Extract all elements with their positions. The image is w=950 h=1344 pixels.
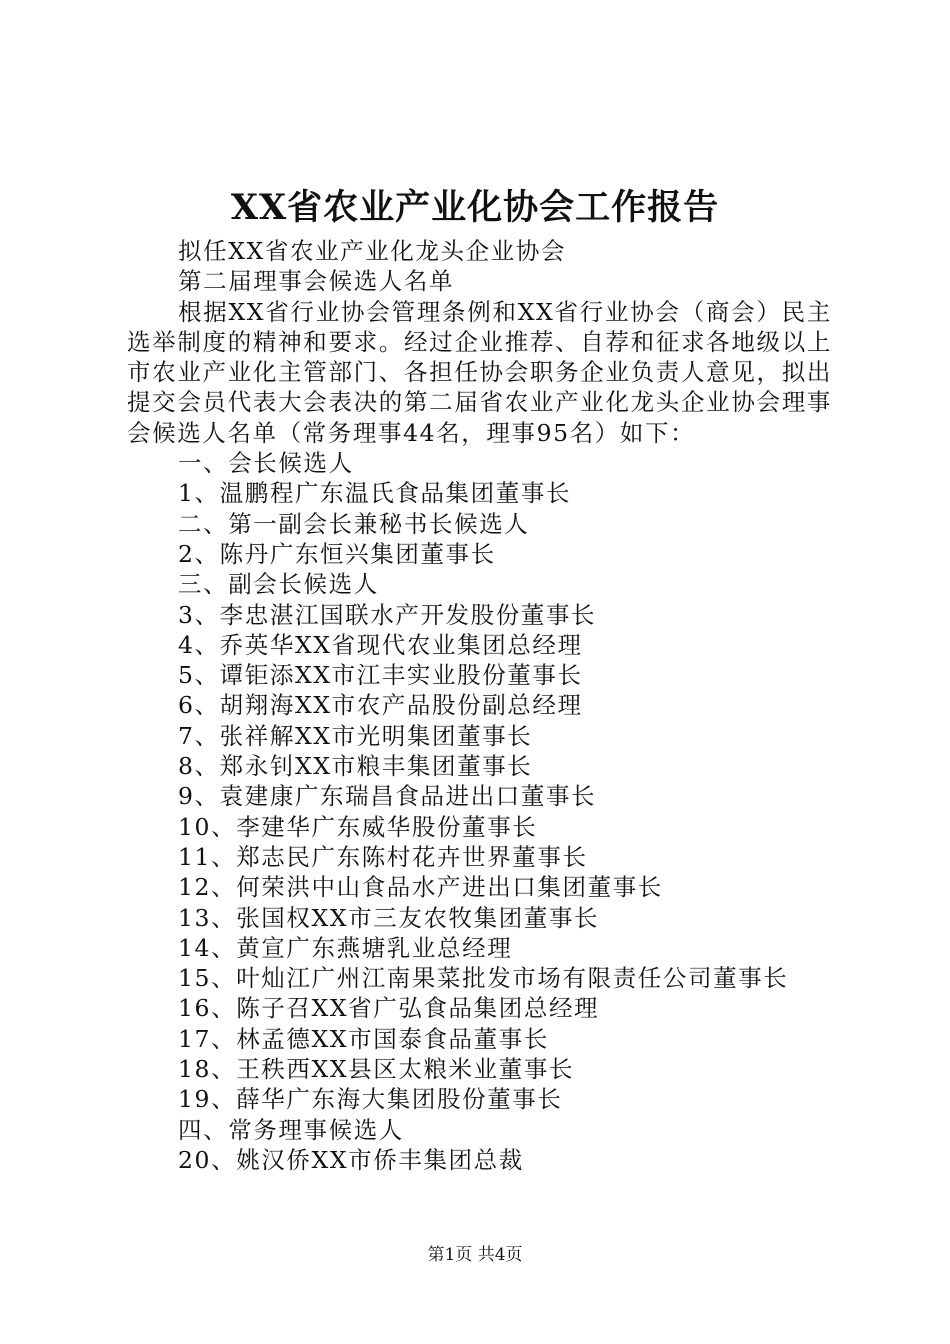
list-item: 13、张国权XX市三友农牧集团董事长	[178, 903, 600, 932]
list-item: 12、何荣洪中山食品水产进出口集团董事长	[178, 873, 663, 902]
list-item: 5、谭钜添XX市江丰实业股份董事长	[178, 661, 583, 690]
list-item: 二、第一副会长兼秘书长候选人	[178, 509, 530, 538]
page-footer: 第1页 共4页	[427, 1245, 523, 1265]
document-title: XX省农业产业化协会工作报告	[230, 187, 720, 228]
list-item: 7、张祥解XX市光明集团董事长	[178, 721, 533, 750]
list-item: 3、李忠湛江国联水产开发股份董事长	[178, 600, 597, 629]
list-item: 一、会长候选人	[178, 449, 354, 478]
list-item: 6、胡翔海XX市农产品股份副总经理	[178, 691, 583, 720]
list-item: 四、常务理事候选人	[178, 1115, 404, 1144]
list-item: 15、叶灿江广州江南果菜批发市场有限责任公司董事长	[178, 964, 789, 993]
candidate-list	[127, 448, 832, 1175]
list-item: 18、王秩西XX县区太粮米业董事长	[178, 1055, 575, 1084]
list-item: 11、郑志民广东陈村花卉世界董事长	[178, 842, 588, 871]
list-item: 20、姚汉侨XX市侨丰集团总裁	[178, 1145, 524, 1174]
list-item: 14、黄宣广东燕塘乳业总经理	[178, 933, 513, 962]
list-item: 2、陈丹广东恒兴集团董事长	[178, 539, 496, 568]
list-item: 4、乔英华XX省现代农业集团总经理	[178, 630, 583, 659]
body-paragraph: 根据XX省行业协会管理条例和XX省行业协会（商会）民主选举制度的精神和要求。经过企业推荐、自荐和征求各地级以上市农业产业化主管部门、各担任协会职务企业负责人意见，拟出提交会员代表大会表决的第二届省农业产业化龙头企业协会理事会候选人名单（常务理事44名，理事95名）如下：	[127, 297, 832, 447]
list-item: 1、温鹏程广东温氏食品集团董事长	[178, 479, 572, 508]
document-body	[127, 236, 832, 1175]
intro-line: 第二届理事会候选人名单	[178, 267, 455, 296]
list-item: 8、郑永钊XX市粮丰集团董事长	[178, 752, 533, 781]
list-item: 9、袁建康广东瑞昌食品进出口董事长	[178, 782, 597, 811]
list-item: 17、林孟德XX市国泰食品董事长	[178, 1024, 549, 1053]
list-item: 19、薛华广东海大集团股份董事长	[178, 1085, 563, 1114]
list-item: 16、陈子召XX省广弘食品集团总经理	[178, 994, 600, 1023]
list-item: 三、副会长候选人	[178, 570, 379, 599]
list-item: 10、李建华广东威华股份董事长	[178, 812, 538, 841]
intro-line: 拟任XX省农业产业化龙头企业协会	[178, 237, 567, 265]
